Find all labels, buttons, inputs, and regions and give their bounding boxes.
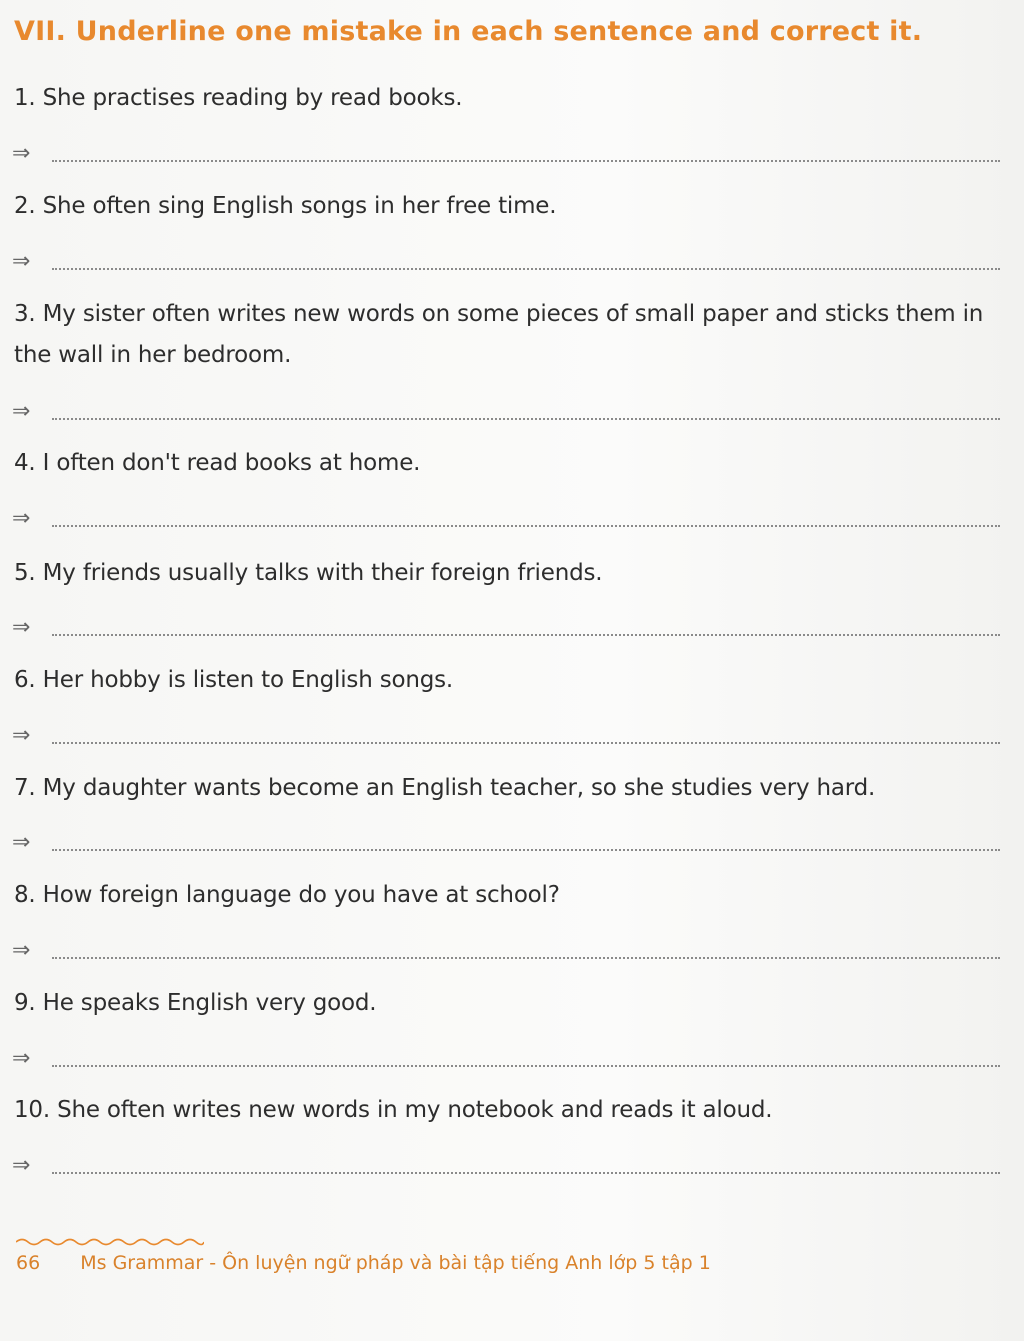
dotted-line <box>52 634 1000 636</box>
answer-line-7[interactable] <box>12 829 1000 857</box>
question-1: 1. She practises reading by read books. <box>14 85 463 111</box>
arrow-icon: ⇒ <box>12 723 31 748</box>
question-7: 7. My daughter wants become an English teacher, so she studies very hard. <box>14 775 876 801</box>
dotted-line <box>52 957 1000 959</box>
page-footer <box>16 1252 711 1274</box>
question-2: 2. She often sing English songs in her free time. <box>14 193 557 219</box>
answer-line-5[interactable] <box>12 614 1000 642</box>
dotted-line <box>52 849 1000 851</box>
dotted-line <box>52 525 1000 527</box>
answer-line-1[interactable] <box>12 140 1000 168</box>
footer-wave-decoration <box>16 1234 204 1248</box>
dotted-line <box>52 418 1000 420</box>
dotted-line <box>52 268 1000 270</box>
answer-line-2[interactable] <box>12 248 1000 276</box>
answer-line-9[interactable] <box>12 1045 1000 1073</box>
arrow-icon: ⇒ <box>12 830 31 855</box>
answer-line-4[interactable] <box>12 505 1000 533</box>
arrow-icon: ⇒ <box>12 1153 31 1178</box>
answer-line-8[interactable] <box>12 937 1000 965</box>
arrow-icon: ⇒ <box>12 399 31 424</box>
arrow-icon: ⇒ <box>12 506 31 531</box>
answer-line-3[interactable] <box>12 398 1000 426</box>
question-8: 8. How foreign language do you have at school? <box>14 882 560 908</box>
question-3: 3. My sister often writes new words on some pieces of small paper and sticks them in the wall in her bedroom. <box>14 301 984 368</box>
question-5: 5. My friends usually talks with their foreign friends. <box>14 560 603 586</box>
arrow-icon: ⇒ <box>12 249 31 274</box>
question-4: 4. I often don't read books at home. <box>14 450 421 476</box>
dotted-line <box>52 1065 1000 1067</box>
question-10: 10. She often writes new words in my notebook and reads it aloud. <box>14 1097 773 1123</box>
book-title: Ms Grammar - Ôn luyện ngữ pháp và bài tập tiếng Anh lớp 5 tập 1 <box>80 1252 711 1274</box>
exercise-heading: VII. Underline one mistake in each sentence and correct it. <box>14 16 923 47</box>
page-number: 66 <box>16 1252 41 1274</box>
question-9: 9. He speaks English very good. <box>14 990 377 1016</box>
answer-line-10[interactable] <box>12 1152 1000 1180</box>
dotted-line <box>52 160 1000 162</box>
arrow-icon: ⇒ <box>12 1046 31 1071</box>
arrow-icon: ⇒ <box>12 615 31 640</box>
dotted-line <box>52 742 1000 744</box>
dotted-line <box>52 1172 1000 1174</box>
question-6: 6. Her hobby is listen to English songs. <box>14 667 454 693</box>
answer-line-6[interactable] <box>12 722 1000 750</box>
arrow-icon: ⇒ <box>12 938 31 963</box>
arrow-icon: ⇒ <box>12 141 31 166</box>
